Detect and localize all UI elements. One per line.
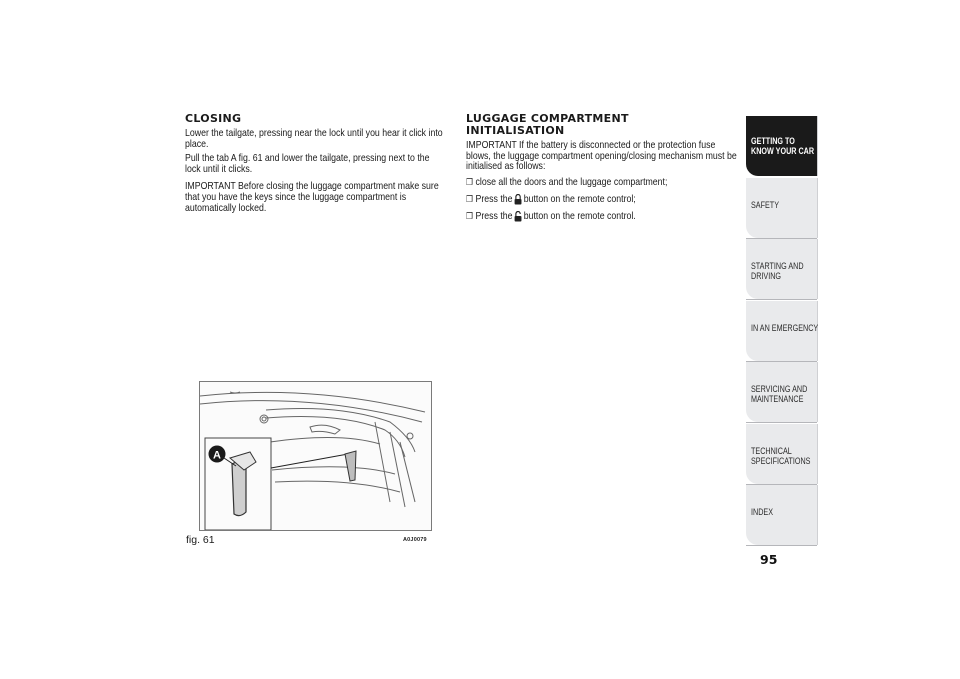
figure-callout-a: A: [213, 449, 221, 462]
step-item-3: [466, 211, 737, 222]
figure-caption: fig. 61: [186, 534, 215, 546]
tab-label: IN AN EMERGENCY: [751, 322, 819, 333]
step-item-2: [466, 194, 737, 205]
tab-technical-specifications[interactable]: [746, 424, 818, 484]
tab-index[interactable]: [746, 485, 818, 545]
step-text-3: button on the remote control.: [523, 210, 636, 222]
step-text-1: close all the doors and the luggage compartment;: [475, 176, 668, 188]
tab-divider: [746, 422, 817, 423]
tab-label: INDEX: [751, 507, 774, 517]
step-item-1: [466, 177, 737, 188]
tab-label: SERVICING AND MAINTENANCE: [751, 384, 808, 404]
tab-servicing-and-maintenance[interactable]: [746, 362, 818, 422]
tailgate-illustration: [200, 382, 431, 530]
initialisation-heading-line2: INITIALISATION: [466, 124, 565, 137]
page-number: 95: [760, 552, 778, 567]
figure-code: A0J0079: [403, 537, 427, 543]
tab-in-an-emergency[interactable]: [746, 301, 818, 361]
chapter-tabs: [746, 116, 818, 547]
tab-starting-and-driving[interactable]: [746, 239, 818, 299]
lock-icon: [514, 194, 522, 205]
closing-paragraph-2: Pull the tab A fig. 61 and lower the tailgate, pressing next to the lock until it clicks.: [185, 153, 430, 175]
tab-label: GETTING TO KNOW YOUR CAR: [751, 136, 815, 156]
closing-paragraph-1: Lower the tailgate, pressing near the lock until you hear it click into place.: [185, 128, 443, 150]
closing-paragraph-3: IMPORTANT Before closing the luggage compartment make sure that you have the keys since the luggage compartment is automatically locked.: [185, 181, 439, 214]
step-prefix-2: Press the: [475, 193, 513, 205]
tab-divider: [746, 545, 817, 546]
initialisation-heading-line1: LUGGAGE COMPARTMENT: [466, 112, 629, 125]
initialisation-intro: IMPORTANT If the battery is disconnected or the protection fuse blows, the luggage compartment opening/closing mechanism must be initialised as follows:: [466, 140, 737, 173]
initialisation-section: [466, 113, 738, 228]
closing-heading: CLOSING: [185, 112, 242, 125]
unlock-icon: [514, 211, 522, 222]
step-text-2: button on the remote control;: [523, 193, 636, 205]
tab-label: TECHNICAL SPECIFICATIONS: [751, 445, 811, 466]
bullet-box-icon: ❒: [466, 210, 473, 221]
tailgate-figure: [199, 381, 432, 531]
step-prefix-3: Press the: [475, 210, 513, 222]
bullet-box-icon: ❒: [466, 193, 473, 204]
tab-divider: [746, 299, 817, 300]
bullet-box-icon: ❒: [466, 176, 473, 187]
tab-safety[interactable]: [746, 178, 818, 238]
tab-getting-to-know-your-car[interactable]: [746, 116, 818, 176]
tab-label: SAFETY: [751, 199, 780, 210]
tab-label: STARTING AND DRIVING: [751, 261, 804, 281]
initialisation-heading: [466, 113, 738, 137]
closing-section: [185, 113, 447, 218]
